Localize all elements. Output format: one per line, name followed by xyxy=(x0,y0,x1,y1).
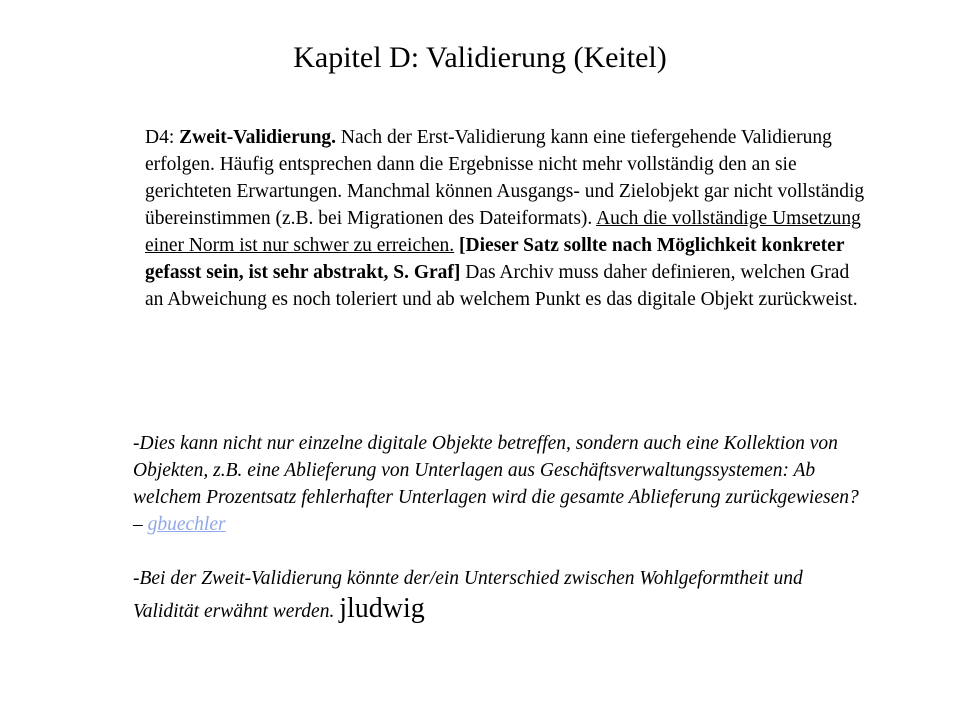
underlined-sentence: Auch die vollständige Umsetzung einer Norm ist nur schwer zu erreichen. xyxy=(145,208,861,256)
section-text-1: Nach der Erst-Validierung kann eine tiefergehende Validierung erfolgen. Häufig entsprechen dann die Ergebnisse nicht mehr vollständig den an sie gerichteten Erwartungen. Manchmal können Ausgangs- und Zielobjekt gar nicht vollständig übereinstimmen (z.B. bei Migrationen des Dateiformats). xyxy=(145,127,865,229)
comment-text: -Bei der Zweit-Validierung könnte der/ein Unterschied zwischen Wohlgeformtheit und Validität erwähnt werden. xyxy=(133,568,803,622)
author-link[interactable]: gbuechler xyxy=(147,514,226,535)
section-heading: Zweit-Validierung. xyxy=(179,127,337,148)
section-label: D4: xyxy=(145,127,180,148)
author-signature: jludwig xyxy=(339,593,425,624)
comment-jludwig xyxy=(133,564,873,627)
section-text-2: Das Archiv muss daher definieren, welchen Grad an Abweichung es noch toleriert und ab welchem Punkt es das digitale Objekt zurückweist. xyxy=(145,262,858,310)
comment-gbuechler xyxy=(133,430,873,538)
bold-editor-note: [Dieser Satz sollte nach Möglichkeit konkreter gefasst sein, ist sehr abstrakt, S. Graf] xyxy=(145,235,845,283)
page-title: Kapitel D: Validierung (Keitel) xyxy=(293,41,667,74)
comment-text: -Dies kann nicht nur einzelne digitale Objekte betreffen, sondern auch eine Kollektion von Objekten, z.B. eine Ablieferung von Unterlagen aus Geschäftsverwaltungssystemen: Ab welchem Prozentsatz fehlerhafter Unterlagen wird die gesamte Ablieferung zurückgewiesen? – xyxy=(133,433,859,535)
section-d4 xyxy=(145,124,865,313)
